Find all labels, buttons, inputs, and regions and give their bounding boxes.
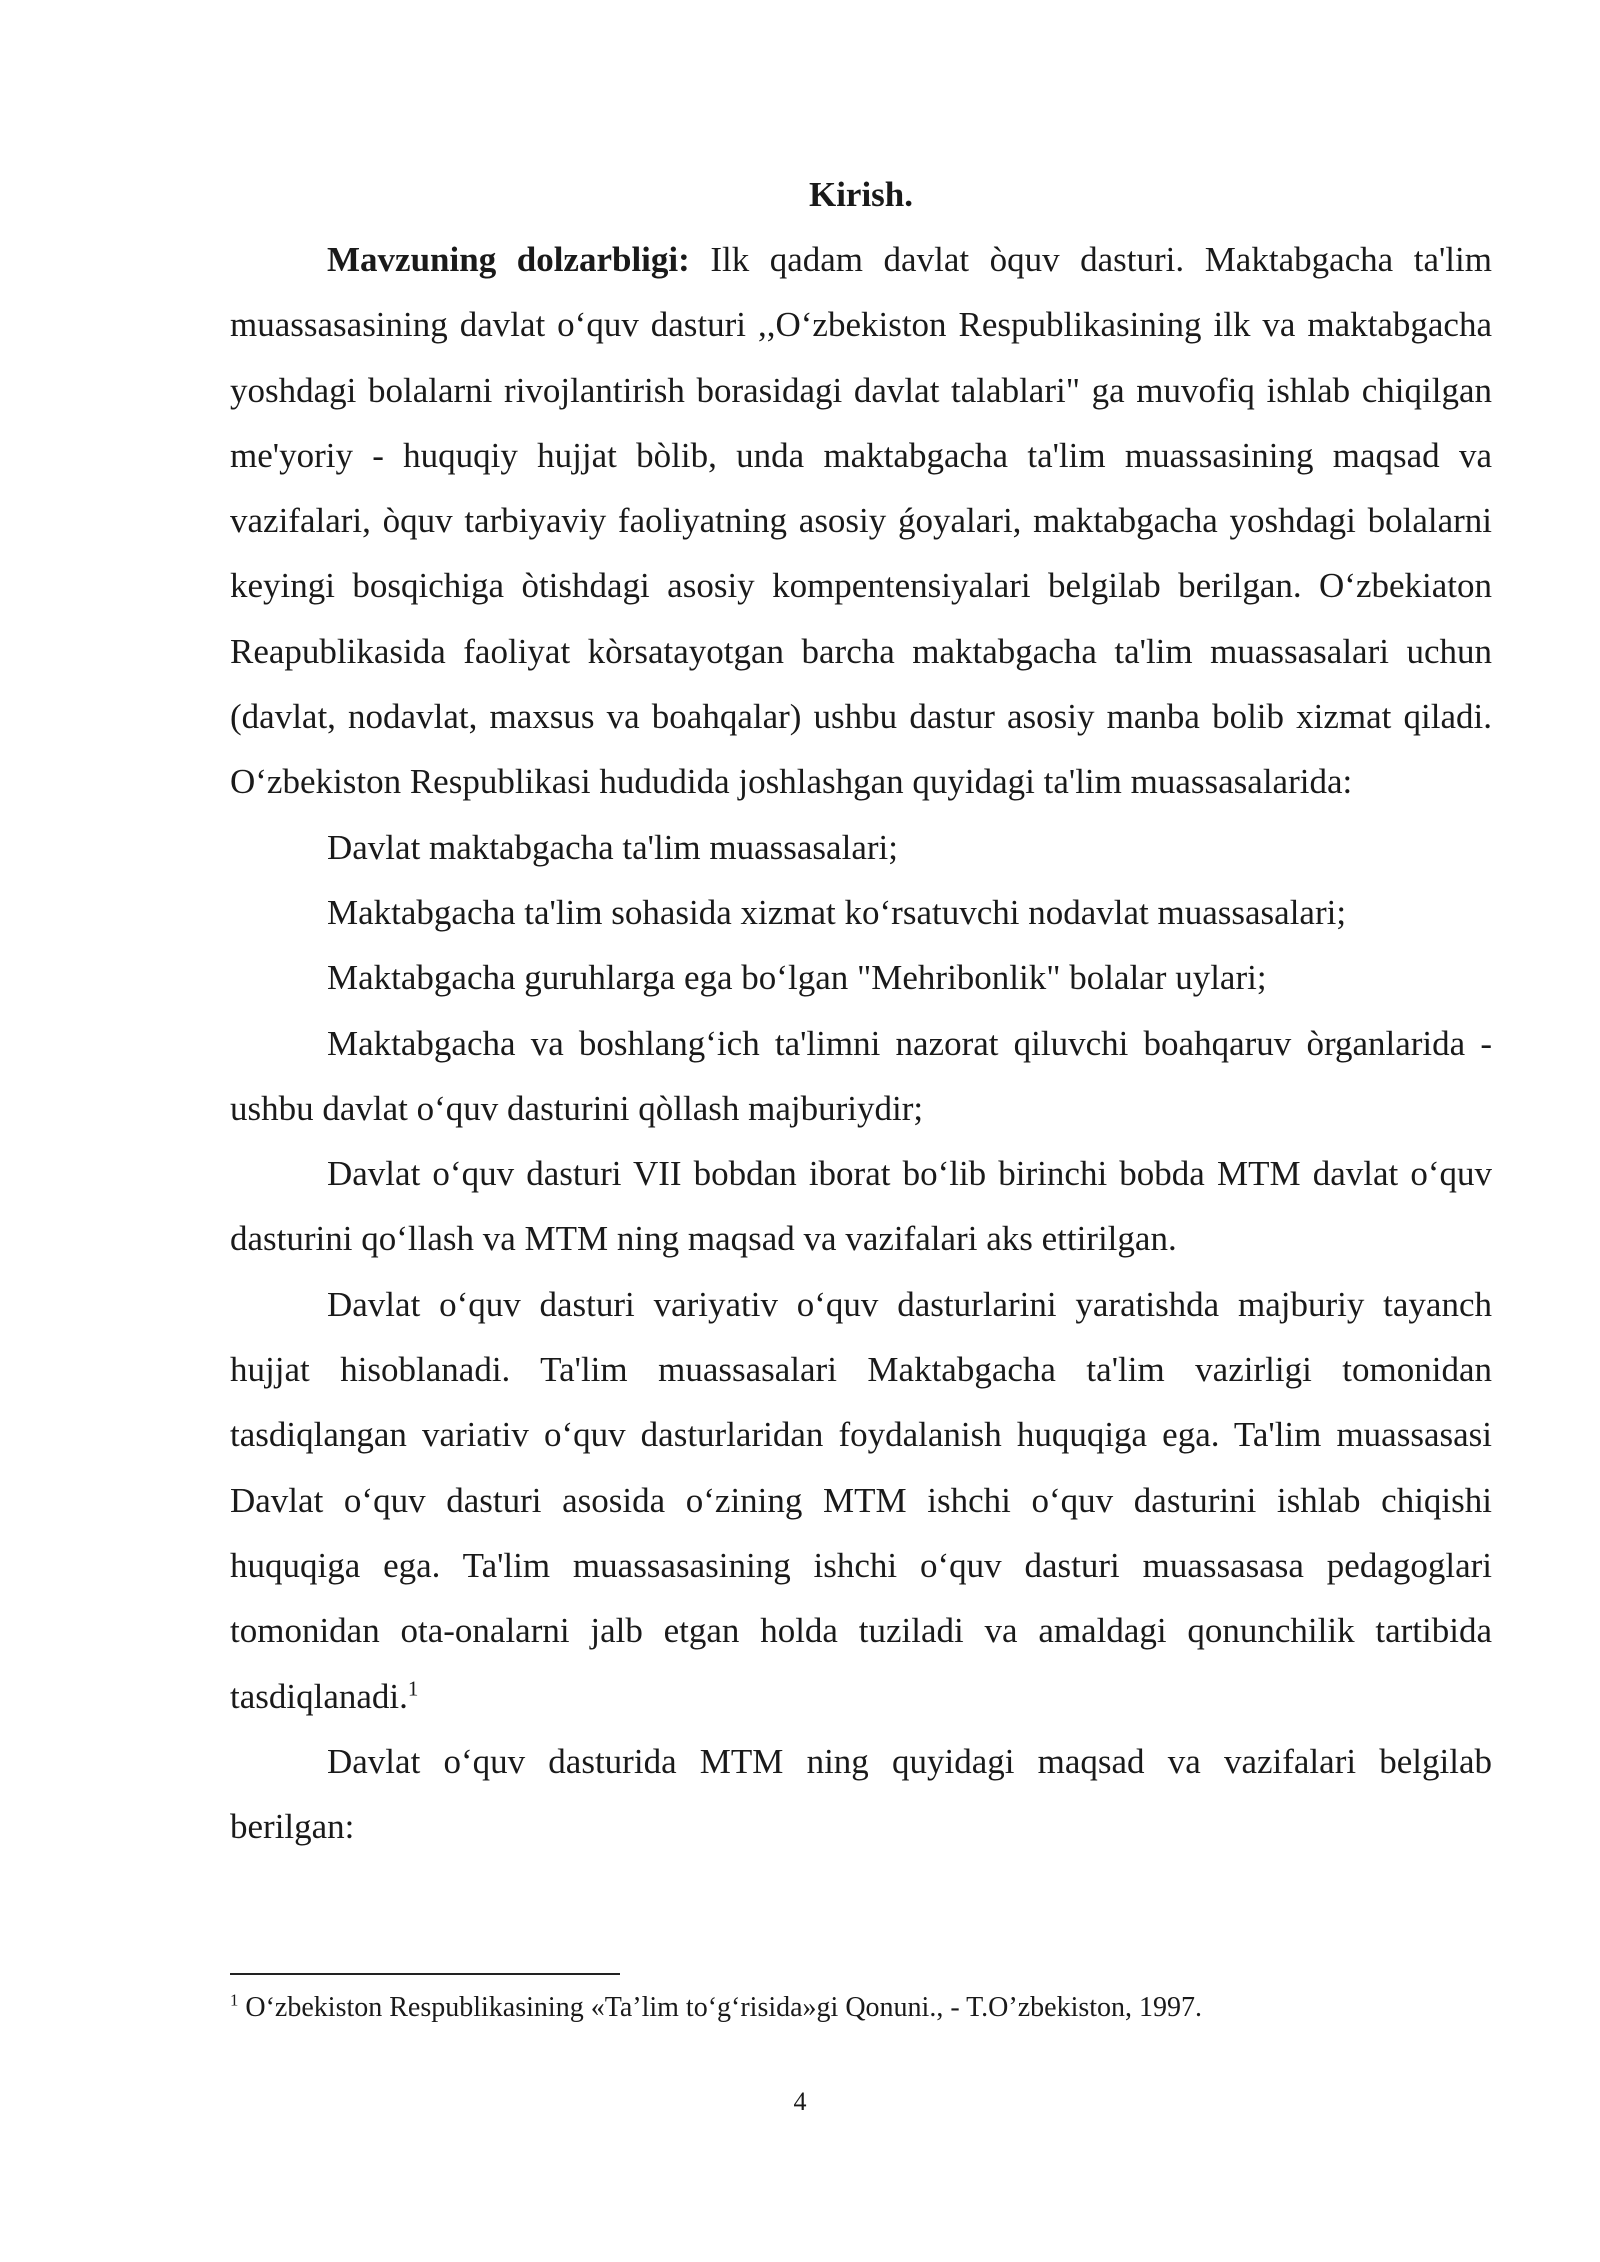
paragraph-2: Davlat o‘quv dasturi VII bobdan iborat bo‘lib birinchi bobda MTM davlat o‘quv dasturini qo‘llash va MTM ning maqsad va vazifalari aks ettirilgan.	[230, 1154, 1492, 1259]
page-title: Kirish.	[808, 175, 914, 214]
footnote-divider	[230, 1973, 620, 1975]
document-page	[230, 162, 1492, 1859]
intro-paragraph	[230, 227, 1492, 815]
footnote-text: O‘zbekiston Respublikasining «Ta’lim to‘g‘risida»gi Qonuni., - T.O’zbekiston, 1997.	[238, 1992, 1203, 2023]
paragraph-3-text: Davlat o‘quv dasturi variyativ o‘quv dasturlarini yaratishda majburiy tayanch hujjat hisoblanadi. Ta'lim muassasalari Maktabgacha ta'lim vazirligi tomonidan tasdiqlangan variativ o‘quv dasturlaridan foydalanish huquqiga ega. Ta'lim muassasasi Davlat o‘quv dasturi asosida o‘zining MTM ishchi o‘quv dasturini ishlab chiqishi huquqiga ega. Ta'lim muassasasining ishchi o‘quv dasturi muassasasa pedagoglari tomonidan ota-onalarni jalb etgan holda tuziladi va amaldagi qonunchilik tartibida tasdiqlanadi.	[230, 1284, 1492, 1716]
intro-text: Ilk qadam davlat òquv dasturi. Maktabgacha ta'lim muassasasining davlat o‘quv dasturi ,,O‘zbekiston Respublikasining ilk va maktabgacha yoshdagi bolalarni rivojlantirish borasidagi davlat talablari" ga muvofiq ishlab chiqilgan me'yoriy - huquqiy hujjat bòlib, unda maktabgacha ta'lim muassasining maqsad va vazifalari, òquv tarbiyaviy faoliyatning asosiy ǵoyalari, maktabgacha yoshdagi bolalarni keyingi bosqichiga òtishdagi asosiy kompentensiyalari belgilab berilgan. O‘zbekiaton Reapublikasida faoliyat kòrsatayotgan barcha maktabgacha ta'lim muassasalari uchun (davlat, nodavlat, maxsus va boahqalar) ushbu dastur asosiy manba bolib xizmat qiladi. O‘zbekiston Respublikasi hududida joshlashgan quyidagi ta'lim muassasalarida:	[230, 240, 1492, 802]
page-number: 4	[793, 2087, 807, 2116]
list-item: Maktabgacha va boshlang‘ich ta'limni nazorat qiluvchi boahqaruv òrganlarida - ushbu davlat o‘quv dasturini qòllash majburiydir;	[230, 1023, 1492, 1128]
list-item: Maktabgacha ta'lim sohasida xizmat ko‘rsatuvchi nodavlat muassasalari;	[327, 892, 1347, 932]
footnote-reference[interactable]: 1	[407, 1675, 419, 1700]
paragraph-4: Davlat o‘quv dasturida MTM ning quyidagi maqsad va vazifalari belgilab berilgan:	[230, 1741, 1492, 1847]
footnote-marker: 1	[230, 1990, 239, 2010]
list-item: Maktabgacha guruhlarga ega bo‘lgan "Mehribonlik" bolalar uylari;	[327, 958, 1267, 998]
list-item: Davlat maktabgacha ta'lim muassasalari;	[327, 827, 898, 867]
footnote	[230, 1988, 1492, 2028]
paragraph-3	[230, 1272, 1492, 1729]
intro-lead: Mavzuning dolzarbligi:	[327, 240, 690, 279]
